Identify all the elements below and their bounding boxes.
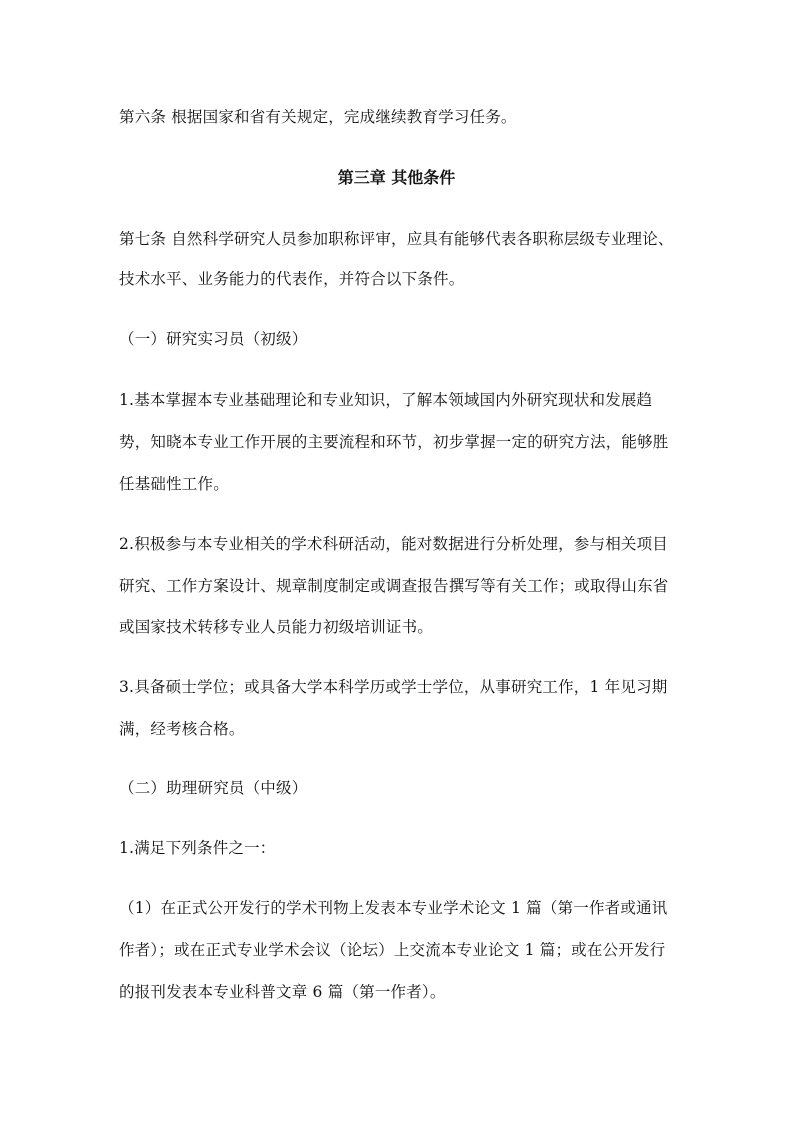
- article-7-line-1: 第七条 自然科学研究人员参加职称评审，应具有能够代表各职称层级专业理论、: [119, 230, 674, 248]
- sub-item-1-line-1: （1）在正式公开发行的学术刊物上发表本专业学术论文 1 篇（第一作者或通讯: [119, 899, 668, 917]
- item-1-line-3: 任基础性工作。: [119, 475, 229, 493]
- item-2-line-3: 或国家技术转移专业人员能力初级培训证书。: [119, 618, 434, 636]
- item-2-line-1: 2.积极参与本专业相关的学术科研活动，能对数据进行分析处理，参与相关项目: [119, 535, 668, 553]
- item-3-line-1: 3.具备硕士学位；或具备大学本科学历或学士学位，从事研究工作，1 年见习期: [119, 678, 668, 696]
- chapter-heading: 第三章 其他条件: [337, 168, 456, 187]
- article-6-text: 第六条 根据国家和省有关规定，完成继续教育学习任务。: [119, 108, 517, 126]
- item-3-line-2: 满，经考核合格。: [119, 720, 245, 738]
- section-heading-junior: （一）研究实习员（初级）: [119, 330, 308, 348]
- sub-item-1-line-3: 的报刊发表本专业科普文章 6 篇（第一作者）。: [119, 983, 446, 1001]
- item-1-line-2: 势，知晓本专业工作开展的主要流程和环节，初步掌握一定的研究方法，能够胜: [119, 433, 669, 451]
- item-1-line-1: 1.基本掌握本专业基础理论和专业知识，了解本领域国内外研究现状和发展趋: [119, 391, 653, 409]
- intermediate-item-1: 1.满足下列条件之一：: [119, 839, 276, 857]
- sub-item-1-line-2: 作者）；或在正式专业学术会议（论坛）上交流本专业论文 1 篇；或在公开发行: [119, 941, 666, 959]
- article-7-line-2: 技术水平、业务能力的代表作，并符合以下条件。: [119, 270, 465, 288]
- item-2-line-2: 研究、工作方案设计、规章制度制定或调查报告撰写等有关工作；或取得山东省: [119, 577, 669, 595]
- section-heading-intermediate: （二）助理研究员（中级）: [119, 779, 308, 797]
